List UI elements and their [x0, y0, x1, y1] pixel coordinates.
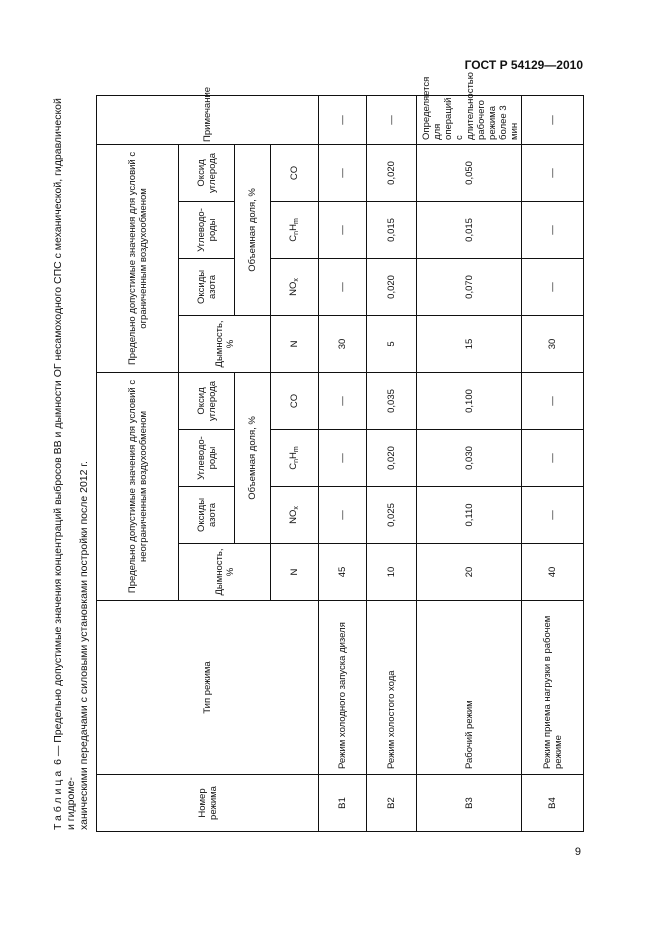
row-u-co: —: [522, 372, 584, 429]
row-l-co: —: [522, 144, 584, 201]
sym-u-n: N: [271, 544, 319, 601]
header-u-nox: Оксиды азота: [179, 487, 235, 544]
header-limited-airflow: Предельно допустимые значения для условий с ограниченным воздухообменом: [97, 144, 179, 372]
caption-label: Таблица: [52, 767, 64, 830]
header-l-hc: Углеводо-роды: [179, 201, 235, 258]
row-u-smoke: 40: [522, 544, 584, 601]
row-u-nox: —: [522, 487, 584, 544]
row-l-hc: —: [522, 201, 584, 258]
row-l-nox: —: [319, 258, 367, 315]
sym-u-hc: $C_nH_m$: [271, 430, 319, 487]
row-l-co: 0,050: [417, 144, 522, 201]
row-note: —: [522, 95, 584, 144]
caption-text-continued: ханическими передачами с силовыми установками постройки после 2012 г.: [78, 461, 90, 830]
row-mode-number: В3: [417, 775, 522, 832]
sym-l-hc: $C_nH_m$: [271, 201, 319, 258]
row-l-smoke: 5: [367, 315, 417, 372]
row-u-hc: —: [319, 430, 367, 487]
header-l-co: Оксид углерода: [179, 144, 235, 201]
header-mode-number: Номер режима: [97, 775, 319, 832]
row-mode-number: В4: [522, 775, 584, 832]
row-u-hc: 0,030: [417, 430, 522, 487]
row-u-nox: 0,110: [417, 487, 522, 544]
header-l-nox: Оксиды азота: [179, 258, 235, 315]
row-note: Определяется для операций с длительностью рабочего режима более 3 мин: [417, 95, 522, 144]
page-number: 9: [574, 846, 581, 858]
table-row: [522, 95, 584, 831]
row-u-smoke: 10: [367, 544, 417, 601]
row-mode-number: В2: [367, 775, 417, 832]
table-row: [367, 95, 417, 831]
row-l-co: —: [319, 144, 367, 201]
row-u-smoke: 20: [417, 544, 522, 601]
row-u-co: —: [319, 372, 367, 429]
sym-l-n: N: [271, 315, 319, 372]
header-unlimited-airflow: Предельно допустимые значения для условий с неограниченным воздухообменом: [97, 372, 179, 600]
row-l-smoke: 30: [522, 315, 584, 372]
header-u-hc: Углеводо-роды: [179, 430, 235, 487]
sym-u-nox: $NO_x$: [271, 487, 319, 544]
row-l-nox: —: [522, 258, 584, 315]
row-u-nox: 0,025: [367, 487, 417, 544]
row-note: —: [367, 95, 417, 144]
table-row: [417, 95, 522, 831]
sym-u-co: CO: [271, 372, 319, 429]
header-l-smoke: Дымность, %: [179, 315, 271, 372]
row-l-hc: 0,015: [367, 201, 417, 258]
emission-limits-table: [96, 72, 584, 832]
row-u-co: 0,100: [417, 372, 522, 429]
row-u-co: 0,035: [367, 372, 417, 429]
row-u-smoke: 45: [319, 544, 367, 601]
row-mode-type: Режим холостого хода: [367, 601, 417, 775]
header-u-volume-fraction: Объемная доля, %: [235, 372, 271, 543]
rotated-table-block: [50, 72, 582, 832]
header-row-groups: [97, 95, 179, 831]
header-notes: Примечание: [97, 95, 319, 144]
row-mode-number: В1: [319, 775, 367, 832]
row-note: —: [319, 95, 367, 144]
row-l-smoke: 15: [417, 315, 522, 372]
row-l-nox: 0,020: [367, 258, 417, 315]
row-mode-type: Рабочий режим: [417, 601, 522, 775]
row-l-co: 0,020: [367, 144, 417, 201]
row-u-hc: 0,020: [367, 430, 417, 487]
page-header-standard: ГОСТ Р 54129—2010: [464, 58, 583, 72]
row-u-nox: —: [319, 487, 367, 544]
sym-l-co: CO: [271, 144, 319, 201]
table-row: [319, 95, 367, 831]
header-l-volume-fraction: Объемная доля, %: [235, 144, 271, 315]
row-l-hc: 0,015: [417, 201, 522, 258]
row-l-hc: —: [319, 201, 367, 258]
sym-l-nox: $NO_x$: [271, 258, 319, 315]
row-mode-type: Режим приема нагрузки в рабочем режиме: [522, 601, 584, 775]
table-caption: [50, 96, 96, 832]
row-l-nox: 0,070: [417, 258, 522, 315]
header-u-smoke: Дымность, %: [179, 544, 271, 601]
row-u-hc: —: [522, 430, 584, 487]
row-mode-type: Режим холодного запуска дизеля: [319, 601, 367, 775]
header-mode-type: Тип режима: [97, 601, 319, 775]
caption-text: 6 — Предельно допустимые значения концентраций выбросов ВВ и дымности ОГ несамоходного СПС с механической, гидравлической и гидроме-: [52, 98, 77, 830]
header-u-co: Оксид углерода: [179, 372, 235, 429]
row-l-smoke: 30: [319, 315, 367, 372]
